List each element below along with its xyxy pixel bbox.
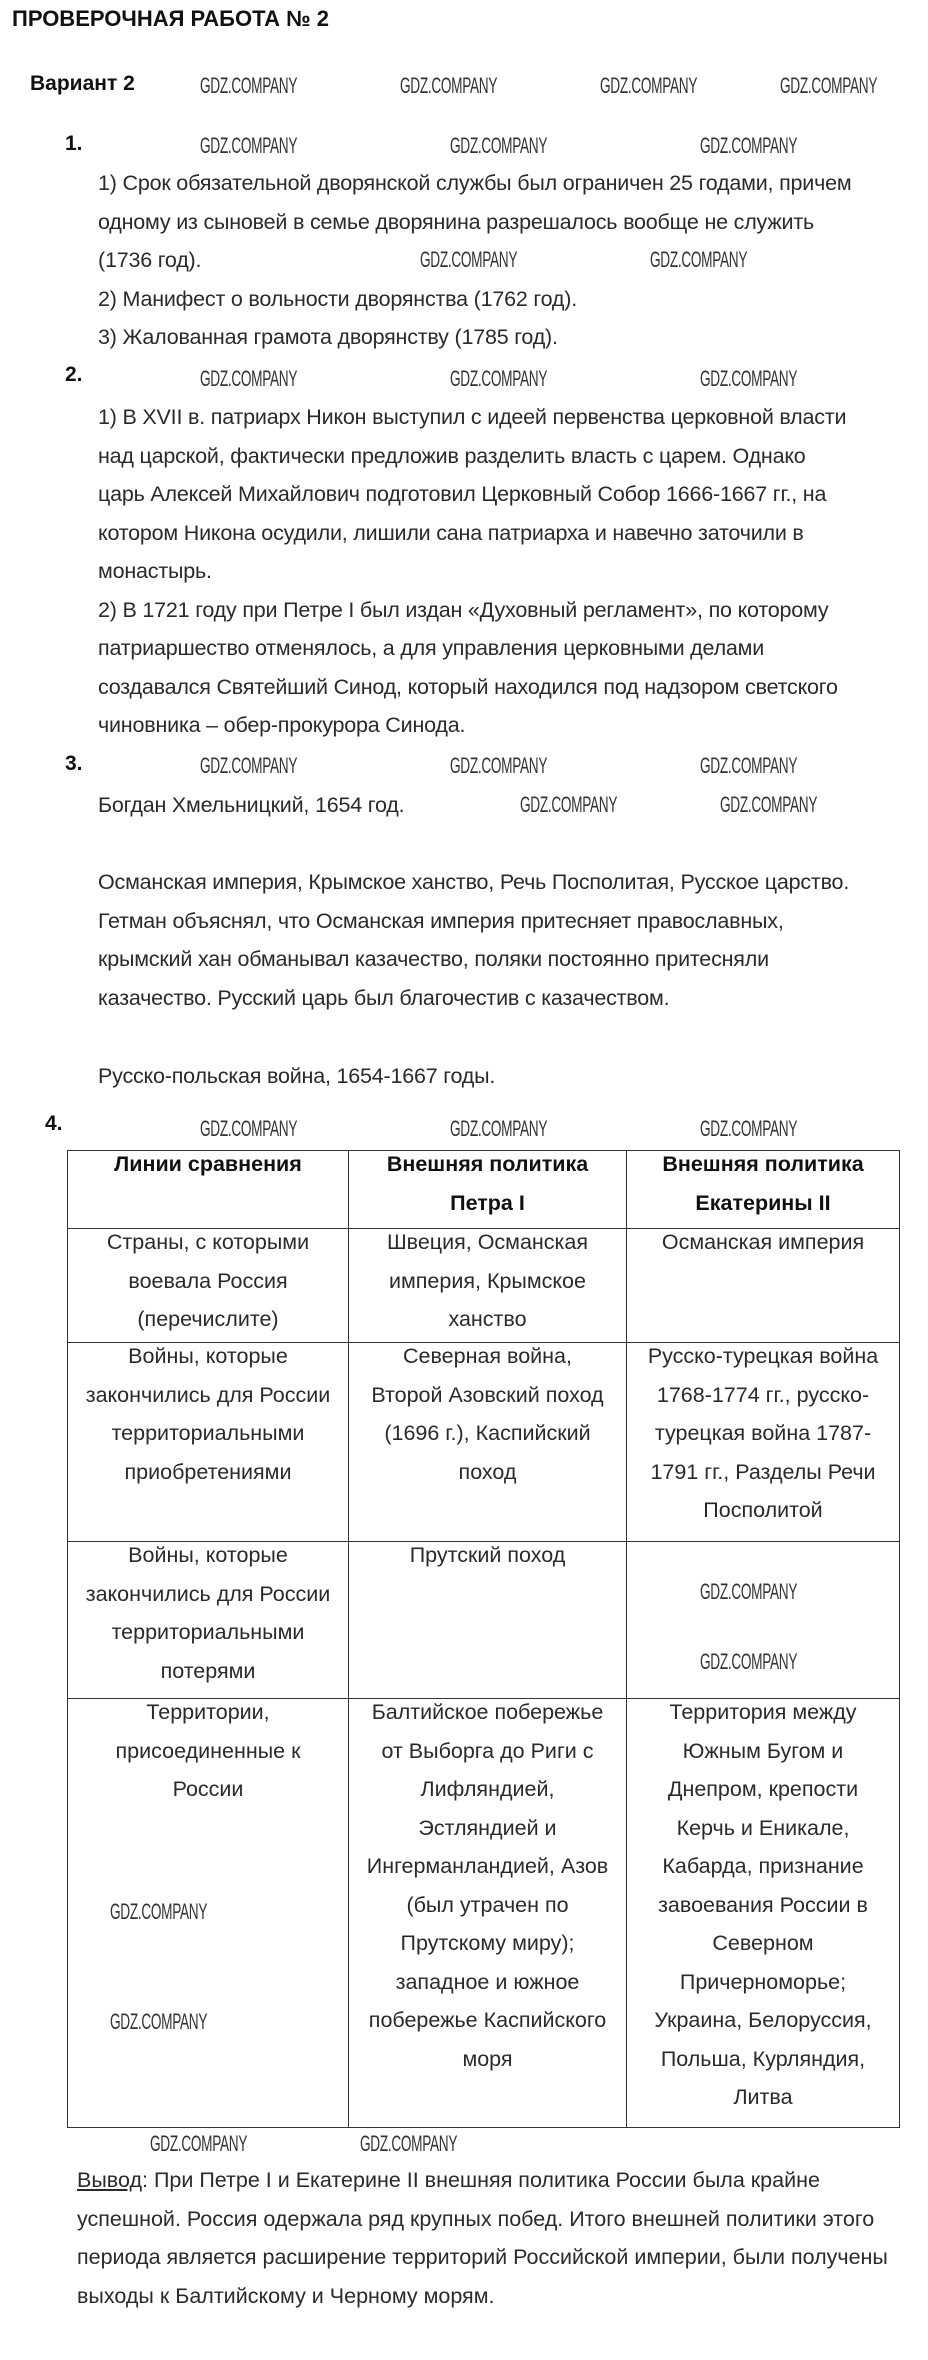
watermark: GDZ.COMPANY — [200, 366, 298, 391]
table-row — [68, 1542, 900, 1699]
table-cell: Территории, присоединенные к России — [68, 1699, 349, 2128]
question-2-answer: 1) В XVII в. патриарх Никон выступил с идеей первенства церковной власти над царской, фактически предложив разделить власть с царем. Однако царь Алексей Михайлович подготовил Церковный Собор 1666-1667 гг., на котором Никона осудили, лишили сана патриарха и навечно заточили в монастырь. 2) В 1721 году при Петре I был издан «Духовный регламент», по которому патриаршество отменялось, а для управления церковными делами создавался Святейший Синод, который находился под надзором светского чиновника – обер-прокурора Синода. — [98, 405, 847, 737]
watermark: GDZ.COMPANY — [360, 2131, 458, 2156]
question-1-answer: 1) Срок обязательной дворянской службы был ограничен 25 годами, причем одному из сыновей в семье дворянина разрешалось вообще не служить (1736 год). 2) Манифест о вольности дворянства (1762 год). 3) Жалованная грамота дворянству (1785 год). — [98, 171, 852, 349]
watermark: GDZ.COMPANY — [600, 73, 698, 98]
question-1-number: 1. — [65, 132, 83, 155]
table-row — [68, 1699, 900, 2128]
watermark: GDZ.COMPANY — [200, 133, 298, 158]
watermark: GDZ.COMPANY — [110, 1899, 208, 1924]
page-title: ПРОВЕРОЧНАЯ РАБОТА № 2 — [12, 6, 330, 31]
header-cell: Линии сравнения — [68, 1151, 349, 1229]
watermark: GDZ.COMPANY — [400, 73, 498, 98]
watermark: GDZ.COMPANY — [780, 73, 878, 98]
watermark: GDZ.COMPANY — [450, 366, 548, 391]
question-3-answer-3: Русско-польская война, 1654-1667 годы. — [98, 1064, 496, 1088]
conclusion-text: : При Петре I и Екатерине II внешняя политика России была крайне успешной. Россия одержала ряд крупных побед. Итого внешней политики этого периода является расширение территорий Российской империи, были получены выходы к Балтийскому и Черному морям. — [77, 2168, 888, 2308]
watermark: GDZ.COMPANY — [520, 792, 618, 817]
watermark: GDZ.COMPANY — [200, 73, 298, 98]
table-row — [68, 1343, 900, 1542]
watermark: GDZ.COMPANY — [700, 1579, 798, 1604]
header-cell: Внешняя политика Екатерины II — [627, 1151, 900, 1229]
table-row — [68, 1229, 900, 1343]
comparison-table — [67, 1150, 900, 2128]
watermark: GDZ.COMPANY — [720, 792, 818, 817]
watermark: GDZ.COMPANY — [700, 366, 798, 391]
table-cell: Войны, которые закончились для России территориальными потерями — [68, 1542, 349, 1699]
table-cell: Швеция, Османская империя, Крымское ханство — [349, 1229, 627, 1343]
table-header-row — [68, 1151, 900, 1229]
table-cell: Прутский поход — [349, 1542, 627, 1699]
question-3-answer-1: Богдан Хмельницкий, 1654 год. — [98, 793, 405, 817]
table-cell: Страны, с которыми воевала Россия (перечислите) — [68, 1229, 349, 1343]
watermark: GDZ.COMPANY — [450, 133, 548, 158]
table-cell: Османская империя — [627, 1229, 900, 1343]
question-2-number: 2. — [65, 363, 83, 386]
question-4-number: 4. — [45, 1112, 63, 1135]
watermark: GDZ.COMPANY — [700, 1116, 798, 1141]
watermark: GDZ.COMPANY — [150, 2131, 248, 2156]
watermark: GDZ.COMPANY — [110, 2009, 208, 2034]
watermark: GDZ.COMPANY — [650, 247, 748, 272]
watermark: GDZ.COMPANY — [200, 753, 298, 778]
watermark: GDZ.COMPANY — [450, 1116, 548, 1141]
header-cell: Внешняя политика Петра I — [349, 1151, 627, 1229]
conclusion-label: Вывод — [77, 2168, 143, 2192]
variant-label: Вариант 2 — [30, 72, 135, 95]
watermark: GDZ.COMPANY — [200, 1116, 298, 1141]
watermark: GDZ.COMPANY — [700, 753, 798, 778]
table-cell: Северная война, Второй Азовский поход (1696 г.), Каспийский поход — [349, 1343, 627, 1542]
table-cell: Территория между Южным Бугом и Днепром, крепости Керчь и Еникале, Кабарда, признание завоевания России в Северном Причерноморье; Украина, Белоруссия, Польша, Курляндия, Литва — [627, 1699, 900, 2128]
question-3-number: 3. — [65, 752, 83, 775]
question-3-answer-2: Османская империя, Крымское ханство, Речь Посполитая, Русское царство. Гетман объяснял, что Османская империя притесняет православных, крымский хан обманывал казачество, поляки постоянно притесняли казачество. Русский царь был благочестив с казачеством. — [98, 870, 850, 1010]
conclusion — [77, 2161, 907, 2315]
watermark: GDZ.COMPANY — [700, 1649, 798, 1674]
watermark: GDZ.COMPANY — [700, 133, 798, 158]
watermark: GDZ.COMPANY — [420, 247, 518, 272]
table-cell: Русско-турецкая война 1768-1774 гг., русско- турецкая война 1787- 1791 гг., Разделы Речи Посполитой — [627, 1343, 900, 1542]
table-cell — [627, 1542, 900, 1699]
table-cell: Балтийское побережье от Выборга до Риги с Лифляндией, Эстляндией и Ингерманландией, Азов (был утрачен по Прутскому миру); западное и южное побережье Каспийского моря — [349, 1699, 627, 2128]
table-cell: Войны, которые закончились для России территориальными приобретениями — [68, 1343, 349, 1542]
watermark: GDZ.COMPANY — [450, 753, 548, 778]
